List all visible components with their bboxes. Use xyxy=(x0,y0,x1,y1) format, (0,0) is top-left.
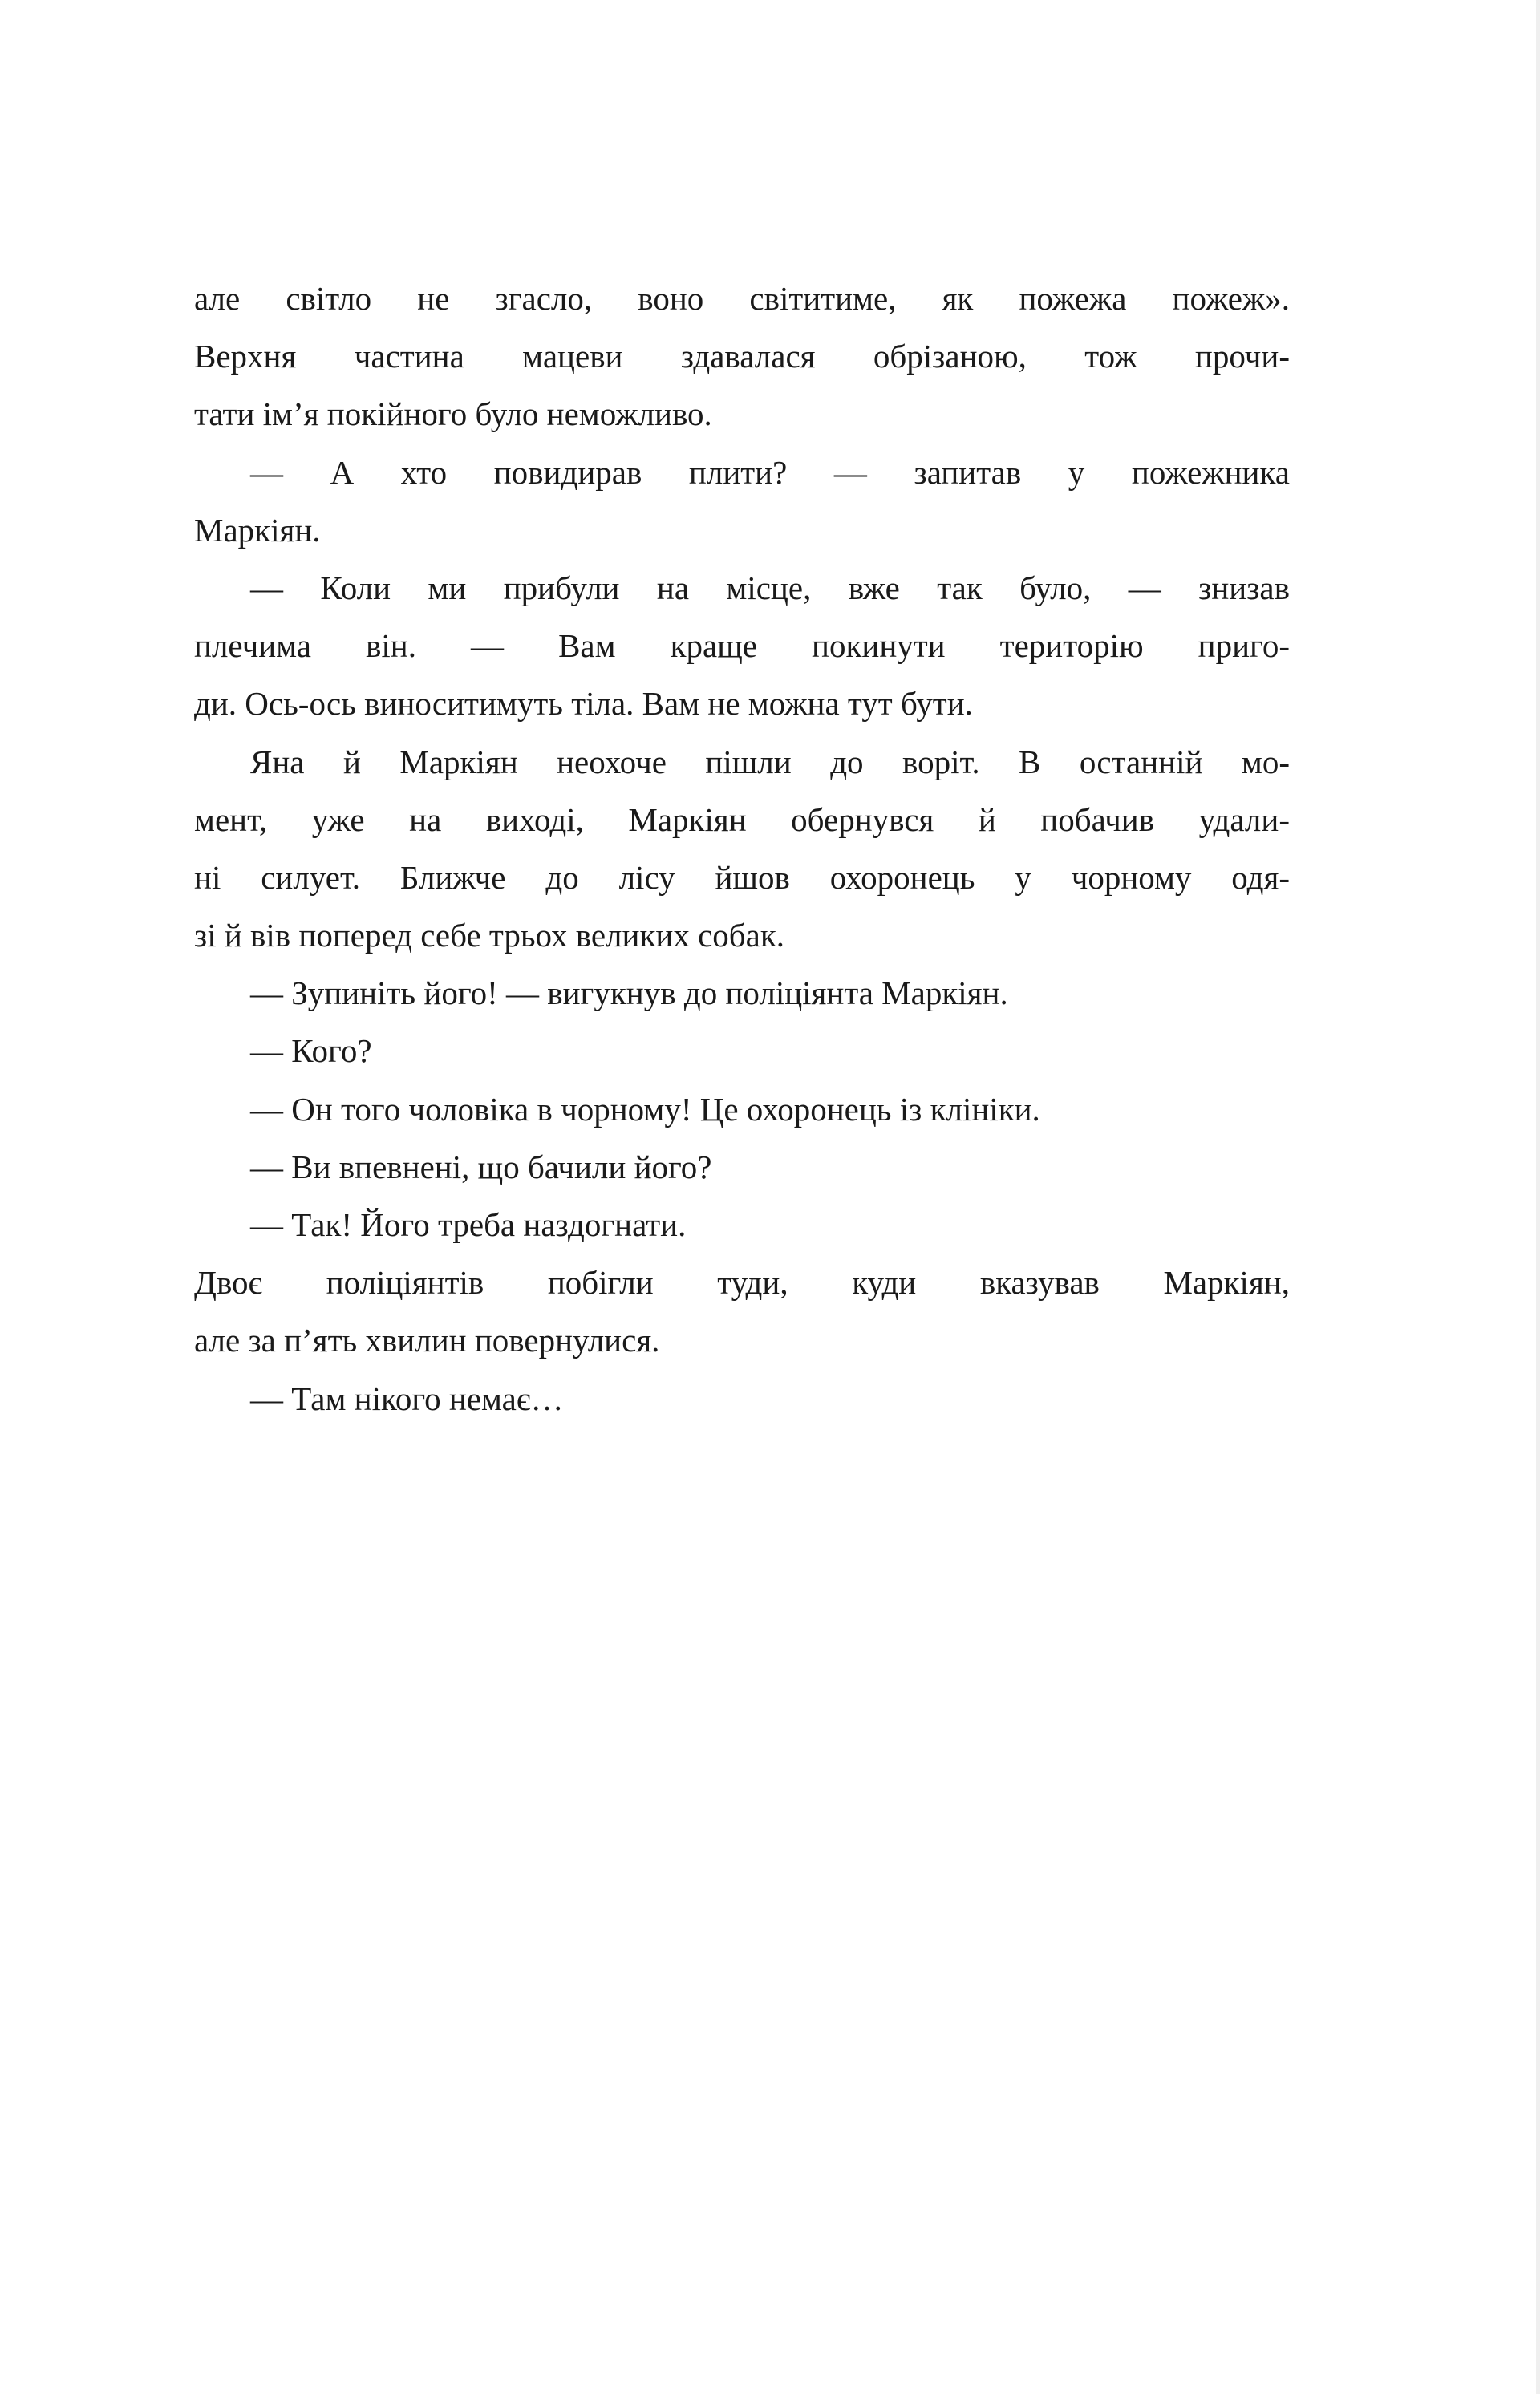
scrollbar[interactable] xyxy=(1536,0,1540,2394)
text-line: Яна й Маркіян неохоче пішли до воріт. В останній мо- xyxy=(250,743,1290,780)
text-line: мент, уже на виході, Маркіян обернувся й побачив удали- xyxy=(194,800,1290,838)
text-line: — А хто повидирав плити? — запитав у пожежника xyxy=(250,453,1290,491)
book-page-text xyxy=(194,269,1290,1428)
text-line: ди. Ось-ось виноситимуть тіла. Вам не можна тут бути. xyxy=(194,685,973,723)
text-line: але за п’ять хвилин повернулися. xyxy=(194,1322,660,1359)
text-line: плечима він. — Вам краще покинути територію приго- xyxy=(194,627,1290,665)
text-line: Двоє поліціянтів побігли туди, куди вказував Маркіян, xyxy=(194,1264,1290,1302)
text-line: Маркіян. xyxy=(194,511,321,549)
text-line: але світло не згасло, воно світитиме, як пожежа пожеж». xyxy=(194,280,1290,317)
text-line: — Ви впевнені, що бачили його? xyxy=(250,1148,712,1185)
text-line: — Кого? xyxy=(250,1032,372,1070)
text-line: Верхня частина мацеви здавалася обрізаною, тож прочи- xyxy=(194,338,1290,375)
text-line: тати ім’я покійного було неможливо. xyxy=(194,395,712,433)
text-line: — Зупиніть його! — вигукнув до поліціянта Маркіян. xyxy=(250,974,1008,1012)
text-line: — Там нікого немає… xyxy=(250,1379,564,1417)
text-line: ні силует. Ближче до лісу йшов охоронець у чорному одя- xyxy=(194,858,1290,896)
text-line: — Так! Його треба наздогнати. xyxy=(250,1206,687,1243)
text-line: зі й вів поперед себе трьох великих собак. xyxy=(194,917,784,954)
text-line: — Коли ми прибули на місце, вже так було, — знизав xyxy=(250,569,1290,606)
text-line: — Он того чоловіка в чорному! Це охоронець із клініки. xyxy=(250,1090,1040,1128)
